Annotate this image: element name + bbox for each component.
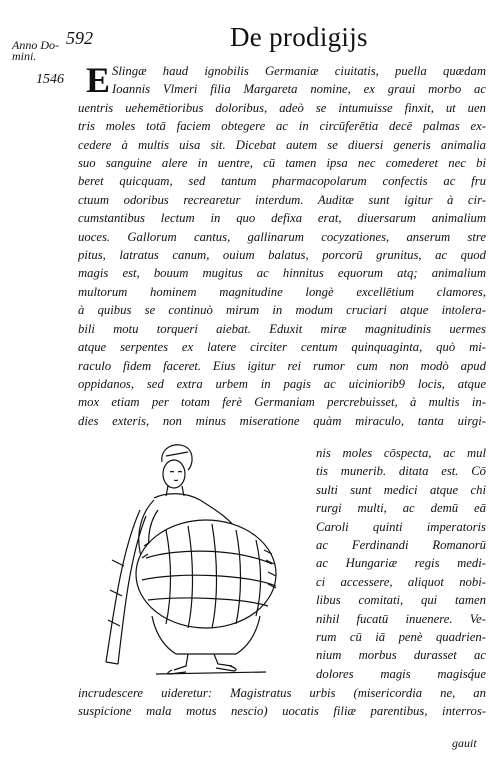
text-line: Caroli quinti imperatoris [316, 519, 486, 534]
text-line: dies exteris, non minus miseratione quàm miraculo, tanta uirgi- [78, 413, 486, 428]
text-line: cumstantibus lectum in quo defixa erat, diuersarum animalium [78, 211, 486, 226]
text-line: ac Ferdinandi Romanorū [316, 538, 486, 553]
text-line: rurgi multi, ac demū eā [316, 501, 486, 516]
right-column-text [316, 444, 486, 683]
text-line: ci accessere, aliquot nobi- [316, 574, 486, 589]
page-number: 592 [66, 28, 93, 48]
woodcut-illustration [96, 440, 310, 676]
text-line: libus comitati, qui tamen [316, 593, 486, 608]
text-line: tris moles totā faciem obtegere ac in circūferētia decē palmas ex- [78, 119, 486, 134]
text-line: Ioannis Vlmeri filia Margareta nomine, ex graui morbo ac [112, 82, 486, 97]
text-line: rum cū iā penè quadrien- [316, 630, 486, 645]
margin-note-anno-domini [12, 40, 72, 62]
text-line: à quibus se continuò mirum in modum cruciari atque intolera- [78, 303, 486, 318]
text-line: oppidanos, sed extra urbem in pagis ac uiciniorib9 locis, atque [78, 376, 486, 391]
text-line: nis moles cōspecta, ac mul [316, 446, 486, 460]
text-line: magis est, bouum mugitus ac hinnitus equorum atq; animalium [78, 266, 486, 281]
main-text-block [78, 62, 486, 430]
text-line: nium morbus durasset ac [316, 648, 486, 663]
running-head-title: De prodigijs [230, 22, 368, 52]
text-line: pitus, latratus canum, ouium balatus, porcorū grunitus, ac quod [78, 248, 486, 263]
text-line: dolores magis magisq́ue [316, 666, 486, 681]
margin-year: 1546 [36, 72, 64, 87]
text-line: multorum hominem magnitudine longè excellētium clamores, [78, 284, 486, 299]
text-line: tis munerib. ditata est. Cō [316, 464, 486, 479]
bottom-text-block [78, 684, 486, 721]
text-line: uentris uehemētioribus doloribus, adeò se intumuisse finxit, ut uen [78, 100, 486, 115]
text-line: uoces. Gallorum cantus, gallinarum cocyzationes, anserum stre [78, 229, 486, 244]
drop-capital: E [86, 60, 111, 100]
margin-note-text: Anno Do- mini. [12, 38, 59, 63]
text-line: beret quicquam, sed tantum pharmacopolarum confectis ac fru [78, 174, 486, 189]
text-line: suspicione mala motus nescio) uocatis filiæ parentibus, interros- [78, 704, 486, 719]
text-line: mox etiam per totam ferè Germaniam percrebuisset, à multis in- [78, 395, 486, 410]
text-line: bili motu torqueri aiebat. Eduxit miræ magnitudinis uermes [78, 321, 486, 336]
text-line: ctuum odoribus recrearetur interdum. Auditæ sunt igitur à cir- [78, 192, 486, 207]
text-line: cedere à multis uisa sit. Dicebat autem se diuersi generis animalia [78, 137, 486, 152]
catchword: gauit [452, 736, 477, 750]
text-line: incrudescere uideretur: Magistratus urbis (misericordia ne, an [78, 686, 486, 700]
text-line: nihil fucatū inuenere. Ve- [316, 611, 486, 626]
text-line: Slingæ haud ignobilis Germaniæ ciuitatis, puella quædam [112, 64, 486, 78]
text-line: ac Hungariæ regis medi- [316, 556, 486, 571]
text-line: sulti sunt medici atque chi [316, 482, 486, 497]
text-line: suo sanguine alere in uentre, cū tamen ipsa nec comederet nec bi [78, 156, 486, 171]
text-line: atque serpentes ex latere circiter centum quinquaginta, quò mi- [78, 340, 486, 355]
text-line: raculo fidem faceret. Eius igitur rei rumor cum non modò apud [78, 358, 486, 373]
